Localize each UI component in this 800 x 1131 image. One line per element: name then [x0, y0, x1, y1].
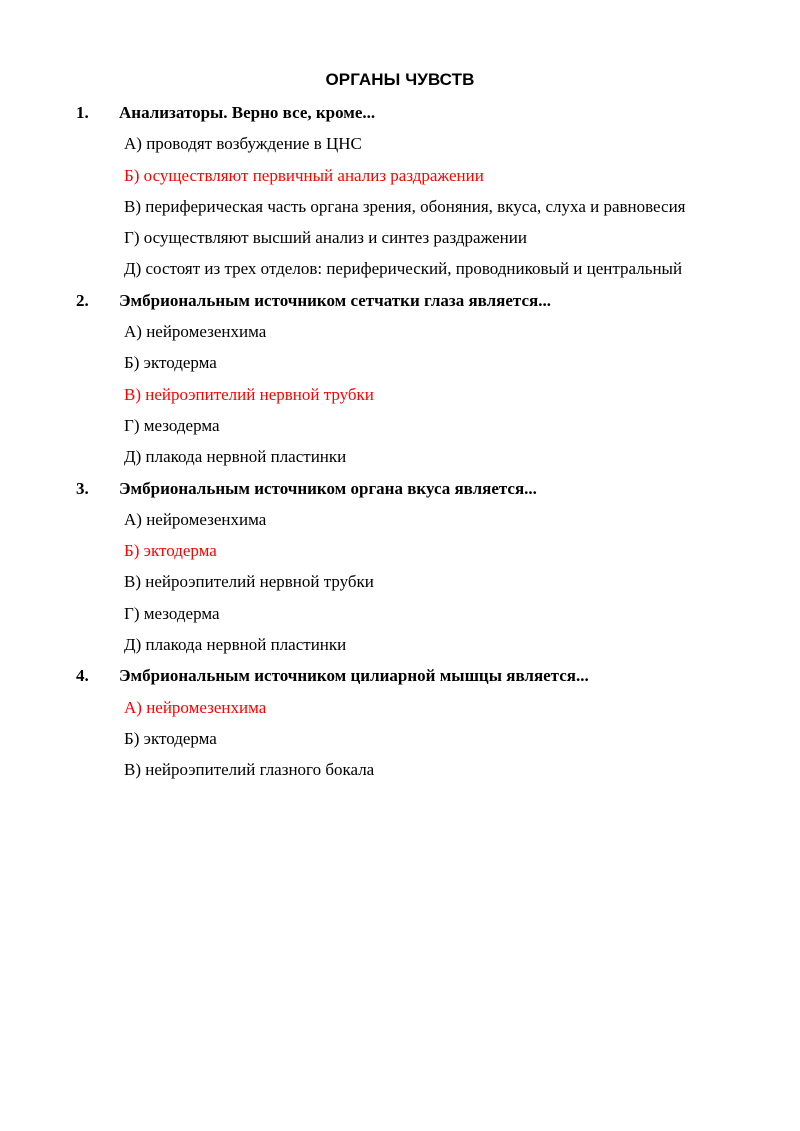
- question-header: [0, 290, 800, 321]
- question-4: [0, 665, 800, 790]
- answer-option: В) нейроэпителий нервной трубки: [124, 384, 374, 404]
- question-number: 1.: [76, 103, 89, 122]
- answer-option: Б) осуществляют первичный анализ раздражении: [124, 165, 484, 185]
- answer-option: А) проводят возбуждение в ЦНС: [124, 134, 362, 154]
- page-title: ОРГАНЫ ЧУВСТВ: [325, 70, 475, 89]
- question-header: [0, 102, 800, 133]
- answer-option: В) периферическая часть органа зрения, обоняния, вкуса, слуха и равновесия: [124, 196, 686, 216]
- answer-option: Д) плакода нервной пластинки: [124, 447, 347, 467]
- question-header: [0, 478, 800, 509]
- question-text: Эмбриональным источником органа вкуса является...: [119, 478, 537, 498]
- answer-option: Б) эктодерма: [124, 728, 217, 748]
- answer-option: Г) мезодерма: [124, 603, 220, 623]
- question-1: [0, 102, 800, 290]
- question-2: [0, 290, 800, 478]
- answer-option: А) нейромезенхима: [124, 322, 267, 342]
- answer-option: Д) плакода нервной пластинки: [124, 635, 347, 655]
- question-number: 3.: [76, 478, 89, 498]
- question-list: [0, 102, 800, 791]
- answer-option: В) нейроэпителий нервной трубки: [124, 572, 374, 592]
- question-text: Эмбриональным источником цилиарной мышцы является...: [119, 666, 589, 686]
- question-number: 4.: [76, 666, 89, 686]
- answer-option: А) нейромезенхима: [124, 697, 267, 717]
- answer-option: Г) мезодерма: [124, 415, 220, 435]
- question-text: Эмбриональным источником сетчатки глаза является...: [119, 290, 551, 310]
- answer-option: А) нейромезенхима: [124, 509, 267, 529]
- question-number: 2.: [76, 290, 89, 310]
- answer-option: Б) эктодерма: [124, 353, 217, 373]
- question-text: Анализаторы. Верно все, кроме...: [119, 103, 376, 122]
- answer-option: Г) осуществляют высший анализ и синтез раздражении: [124, 228, 527, 248]
- answer-option: Б) эктодерма: [124, 541, 217, 561]
- question-3: [0, 478, 800, 666]
- answer-option: В) нейроэпителий глазного бокала: [124, 760, 375, 780]
- answer-option: Д) состоят из трех отделов: периферический, проводниковый и центральный: [124, 259, 683, 279]
- question-header: [0, 665, 800, 696]
